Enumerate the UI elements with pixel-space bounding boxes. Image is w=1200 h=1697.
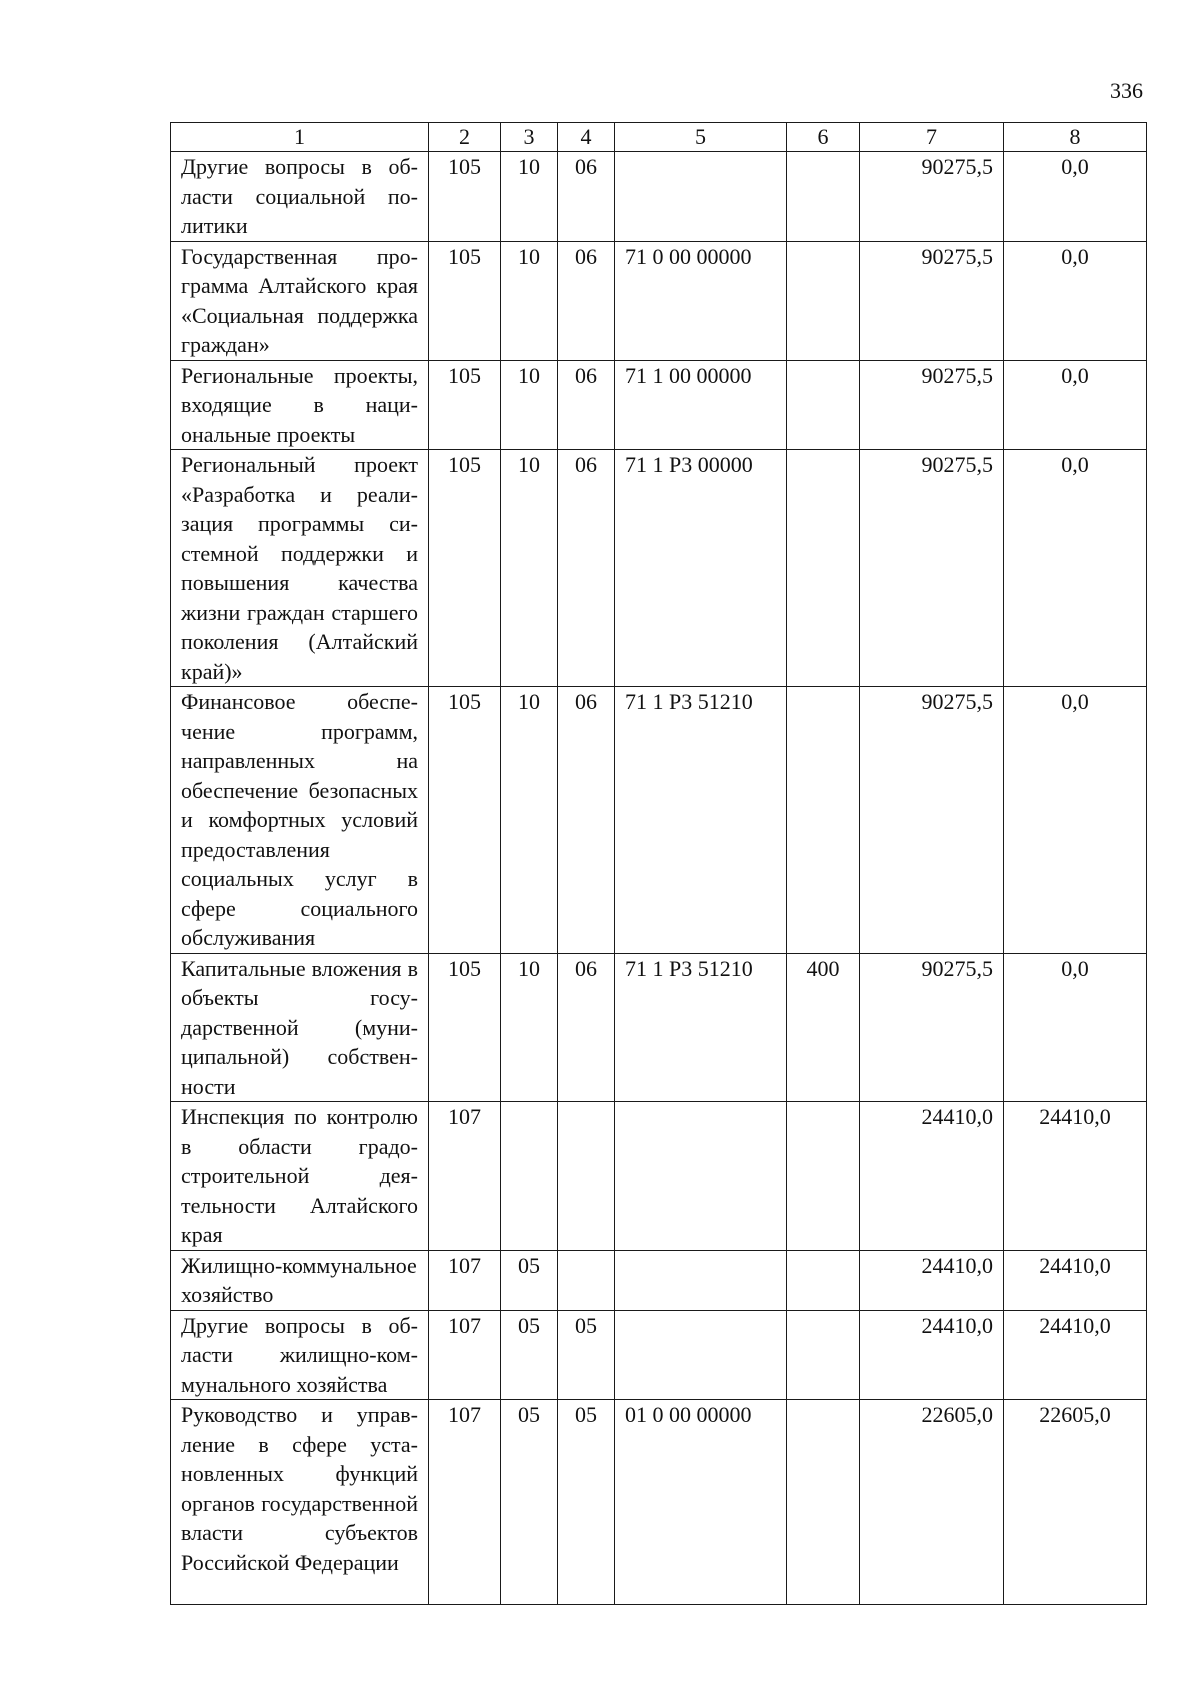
column-header-4: 4 — [558, 123, 615, 152]
amount-col7-cell: 24410,0 — [860, 1310, 1004, 1400]
subsection-code-cell: 05 — [558, 1400, 615, 1605]
expense-type-cell — [787, 1102, 860, 1251]
ministry-code-cell: 105 — [429, 241, 501, 360]
amount-col8-cell: 24410,0 — [1004, 1310, 1147, 1400]
target-article-cell: 71 1 00 00000 — [615, 360, 787, 450]
column-header-7: 7 — [860, 123, 1004, 152]
section-code-cell: 10 — [501, 152, 558, 242]
ministry-code-cell: 105 — [429, 450, 501, 687]
expense-type-cell — [787, 1310, 860, 1400]
amount-col7-cell: 90275,5 — [860, 360, 1004, 450]
section-code-cell: 10 — [501, 360, 558, 450]
subsection-code-cell — [558, 1102, 615, 1251]
target-article-cell — [615, 152, 787, 242]
amount-col7-cell: 24410,0 — [860, 1102, 1004, 1251]
amount-col7-cell: 24410,0 — [860, 1250, 1004, 1310]
ministry-code-cell: 105 — [429, 687, 501, 954]
target-article-cell: 71 1 Р3 51210 — [615, 953, 787, 1102]
target-article-cell — [615, 1250, 787, 1310]
expense-type-cell: 400 — [787, 953, 860, 1102]
column-header-3: 3 — [501, 123, 558, 152]
table-row — [171, 1102, 1147, 1251]
expense-type-cell — [787, 152, 860, 242]
page-number: 336 — [1110, 78, 1143, 103]
table-row — [171, 360, 1147, 450]
row-name-cell: Другие вопросы в области жилищно-коммунального хозяйства — [171, 1310, 429, 1400]
subsection-code-cell: 06 — [558, 450, 615, 687]
amount-col8-cell: 0,0 — [1004, 450, 1147, 687]
subsection-code-cell: 06 — [558, 152, 615, 242]
ministry-code-cell: 105 — [429, 360, 501, 450]
subsection-code-cell: 06 — [558, 360, 615, 450]
table-row — [171, 1400, 1147, 1605]
amount-col8-cell: 0,0 — [1004, 360, 1147, 450]
section-code-cell: 05 — [501, 1310, 558, 1400]
amount-col8-cell: 24410,0 — [1004, 1250, 1147, 1310]
column-header-6: 6 — [787, 123, 860, 152]
column-header-2: 2 — [429, 123, 501, 152]
table-row — [171, 687, 1147, 954]
ministry-code-cell: 107 — [429, 1250, 501, 1310]
expense-type-cell — [787, 360, 860, 450]
table-row — [171, 152, 1147, 242]
ministry-code-cell: 105 — [429, 152, 501, 242]
amount-col7-cell: 90275,5 — [860, 687, 1004, 954]
section-code-cell: 10 — [501, 241, 558, 360]
amount-col8-cell: 0,0 — [1004, 152, 1147, 242]
expense-type-cell — [787, 450, 860, 687]
row-name-cell: Региональные проекты, входящие в национальные проекты — [171, 360, 429, 450]
amount-col7-cell: 90275,5 — [860, 241, 1004, 360]
row-name-cell: Руководство и управление в сфере установленных функций органов государственной власти субъектов Российской Федерации — [171, 1400, 429, 1605]
ministry-code-cell: 107 — [429, 1310, 501, 1400]
column-header-8: 8 — [1004, 123, 1147, 152]
table-row — [171, 953, 1147, 1102]
subsection-code-cell: 06 — [558, 241, 615, 360]
table-row — [171, 1310, 1147, 1400]
column-header-5: 5 — [615, 123, 787, 152]
expense-type-cell — [787, 1400, 860, 1605]
amount-col8-cell: 0,0 — [1004, 687, 1147, 954]
expense-type-cell — [787, 1250, 860, 1310]
ministry-code-cell: 105 — [429, 953, 501, 1102]
subsection-code-cell — [558, 1250, 615, 1310]
row-name-cell: Государственная программа Алтайского края «Социальная поддержка граждан» — [171, 241, 429, 360]
section-code-cell: 10 — [501, 687, 558, 954]
section-code-cell: 05 — [501, 1250, 558, 1310]
amount-col7-cell: 90275,5 — [860, 152, 1004, 242]
amount-col8-cell: 0,0 — [1004, 241, 1147, 360]
amount-col8-cell: 0,0 — [1004, 953, 1147, 1102]
ministry-code-cell: 107 — [429, 1102, 501, 1251]
amount-col8-cell: 22605,0 — [1004, 1400, 1147, 1605]
table-row — [171, 1250, 1147, 1310]
section-code-cell: 10 — [501, 953, 558, 1102]
amount-col7-cell: 90275,5 — [860, 953, 1004, 1102]
section-code-cell — [501, 1102, 558, 1251]
target-article-cell: 71 0 00 00000 — [615, 241, 787, 360]
table-header-row — [171, 123, 1147, 152]
table-row — [171, 450, 1147, 687]
amount-col7-cell: 90275,5 — [860, 450, 1004, 687]
row-name-cell: Жилищно-коммунальное хозяйство — [171, 1250, 429, 1310]
target-article-cell: 71 1 Р3 51210 — [615, 687, 787, 954]
row-name-cell: Региональный проект «Разработка и реализация программы системной поддержки и повышения качества жизни граждан старшего поколения (Алтайский край)» — [171, 450, 429, 687]
target-article-cell: 01 0 00 00000 — [615, 1400, 787, 1605]
section-code-cell: 05 — [501, 1400, 558, 1605]
amount-col7-cell: 22605,0 — [860, 1400, 1004, 1605]
row-name-cell: Другие вопросы в области социальной политики — [171, 152, 429, 242]
target-article-cell: 71 1 Р3 00000 — [615, 450, 787, 687]
target-article-cell — [615, 1102, 787, 1251]
ministry-code-cell: 107 — [429, 1400, 501, 1605]
expense-type-cell — [787, 687, 860, 954]
table-row — [171, 241, 1147, 360]
amount-col8-cell: 24410,0 — [1004, 1102, 1147, 1251]
subsection-code-cell: 06 — [558, 953, 615, 1102]
row-name-cell: Капитальные вложения в объекты государственной (муниципальной) собственности — [171, 953, 429, 1102]
budget-table — [170, 122, 1147, 1605]
row-name-cell: Финансовое обеспечение программ, направленных на обеспечение безопасных и комфортных условий предоставления социальных услуг в сфере социального обслуживания — [171, 687, 429, 954]
target-article-cell — [615, 1310, 787, 1400]
subsection-code-cell: 06 — [558, 687, 615, 954]
section-code-cell: 10 — [501, 450, 558, 687]
row-name-cell: Инспекция по контролю в области градостроительной деятельности Алтайского края — [171, 1102, 429, 1251]
subsection-code-cell: 05 — [558, 1310, 615, 1400]
column-header-1: 1 — [171, 123, 429, 152]
expense-type-cell — [787, 241, 860, 360]
